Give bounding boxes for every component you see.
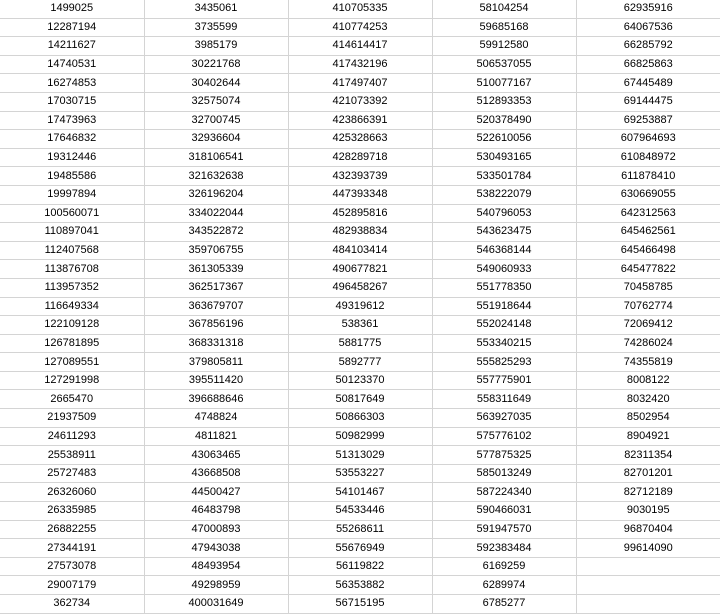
table-row bbox=[0, 464, 720, 483]
table-cell[interactable]: 50123370 bbox=[288, 371, 432, 390]
table-cell[interactable]: 82311354 bbox=[576, 446, 720, 465]
table-cell[interactable]: 361305339 bbox=[144, 260, 288, 279]
table-cell[interactable]: 70458785 bbox=[576, 278, 720, 297]
table-cell[interactable]: 126781895 bbox=[0, 334, 144, 353]
table-cell[interactable]: 452895816 bbox=[288, 204, 432, 223]
table-cell[interactable]: 321632638 bbox=[144, 167, 288, 186]
table-cell[interactable]: 395511420 bbox=[144, 371, 288, 390]
table-row bbox=[0, 0, 720, 18]
table-cell[interactable]: 43668508 bbox=[144, 464, 288, 483]
table-cell[interactable]: 410774253 bbox=[288, 18, 432, 37]
table-cell[interactable]: 19997894 bbox=[0, 185, 144, 204]
table-cell[interactable]: 25538911 bbox=[0, 446, 144, 465]
table-cell[interactable]: 8904921 bbox=[576, 427, 720, 446]
table-row bbox=[0, 92, 720, 111]
table-row bbox=[0, 55, 720, 74]
table-cell[interactable]: 122109128 bbox=[0, 316, 144, 335]
table-cell[interactable]: 69253887 bbox=[576, 111, 720, 130]
table-cell[interactable]: 99614090 bbox=[576, 539, 720, 558]
table-cell[interactable]: 74355819 bbox=[576, 353, 720, 372]
table-cell[interactable]: 110897041 bbox=[0, 223, 144, 242]
table-cell[interactable]: 362517367 bbox=[144, 278, 288, 297]
table-cell[interactable]: 47000893 bbox=[144, 520, 288, 539]
table-cell[interactable]: 17646832 bbox=[0, 130, 144, 149]
table-cell[interactable] bbox=[576, 576, 720, 595]
table-cell[interactable]: 47943038 bbox=[144, 539, 288, 558]
table-cell[interactable]: 67445489 bbox=[576, 74, 720, 93]
table-cell[interactable]: 334022044 bbox=[144, 204, 288, 223]
table-cell[interactable]: 546368144 bbox=[432, 241, 576, 260]
table-row bbox=[0, 18, 720, 37]
table-row bbox=[0, 130, 720, 149]
table-cell[interactable]: 421073392 bbox=[288, 92, 432, 111]
table-cell[interactable]: 506537055 bbox=[432, 55, 576, 74]
table-cell[interactable]: 551918644 bbox=[432, 297, 576, 316]
table-cell[interactable]: 43063465 bbox=[144, 446, 288, 465]
table-cell[interactable]: 116649334 bbox=[0, 297, 144, 316]
table-cell[interactable]: 50866303 bbox=[288, 409, 432, 428]
table-cell[interactable]: 26335985 bbox=[0, 502, 144, 521]
table-cell[interactable]: 607964693 bbox=[576, 130, 720, 149]
table-cell[interactable]: 575776102 bbox=[432, 427, 576, 446]
table-cell[interactable]: 5881775 bbox=[288, 334, 432, 353]
table-row bbox=[0, 390, 720, 409]
table-cell[interactable]: 8008122 bbox=[576, 371, 720, 390]
table-cell[interactable]: 56119822 bbox=[288, 557, 432, 576]
table-row bbox=[0, 334, 720, 353]
table-cell[interactable]: 69144475 bbox=[576, 92, 720, 111]
table-row bbox=[0, 223, 720, 242]
table-row bbox=[0, 148, 720, 167]
table-cell[interactable]: 557775901 bbox=[432, 371, 576, 390]
table-cell[interactable]: 645466498 bbox=[576, 241, 720, 260]
table-cell[interactable]: 16274853 bbox=[0, 74, 144, 93]
table-cell[interactable]: 6785277 bbox=[432, 595, 576, 614]
table-cell[interactable]: 74286024 bbox=[576, 334, 720, 353]
table-cell[interactable]: 425328663 bbox=[288, 130, 432, 149]
table-cell[interactable]: 379805811 bbox=[144, 353, 288, 372]
table-cell[interactable]: 64067536 bbox=[576, 18, 720, 37]
table-cell[interactable]: 32936604 bbox=[144, 130, 288, 149]
table-cell[interactable]: 428289718 bbox=[288, 148, 432, 167]
table-cell[interactable]: 447393348 bbox=[288, 185, 432, 204]
table-cell[interactable]: 9030195 bbox=[576, 502, 720, 521]
table-cell[interactable]: 1499025 bbox=[0, 0, 144, 18]
table-cell[interactable]: 611878410 bbox=[576, 167, 720, 186]
table-cell[interactable]: 396688646 bbox=[144, 390, 288, 409]
table-cell[interactable]: 577875325 bbox=[432, 446, 576, 465]
table-cell[interactable]: 30402644 bbox=[144, 74, 288, 93]
table-cell[interactable]: 54533446 bbox=[288, 502, 432, 521]
table-cell[interactable]: 14211627 bbox=[0, 37, 144, 56]
table-cell[interactable]: 538222079 bbox=[432, 185, 576, 204]
table-row bbox=[0, 241, 720, 260]
table-cell[interactable]: 30221768 bbox=[144, 55, 288, 74]
table-cell[interactable]: 549060933 bbox=[432, 260, 576, 279]
table-cell[interactable]: 318106541 bbox=[144, 148, 288, 167]
table-cell[interactable]: 62935916 bbox=[576, 0, 720, 18]
table-cell[interactable]: 26326060 bbox=[0, 483, 144, 502]
table-cell[interactable]: 343522872 bbox=[144, 223, 288, 242]
table-row bbox=[0, 446, 720, 465]
table-cell[interactable]: 410705335 bbox=[288, 0, 432, 18]
table-cell[interactable]: 543623475 bbox=[432, 223, 576, 242]
table-cell[interactable]: 17473963 bbox=[0, 111, 144, 130]
table-cell[interactable]: 585013249 bbox=[432, 464, 576, 483]
table-cell[interactable]: 3735599 bbox=[144, 18, 288, 37]
table-row bbox=[0, 37, 720, 56]
table-cell[interactable]: 591947570 bbox=[432, 520, 576, 539]
table-cell[interactable]: 96870404 bbox=[576, 520, 720, 539]
table-cell[interactable]: 558311649 bbox=[432, 390, 576, 409]
table-row bbox=[0, 427, 720, 446]
table-cell[interactable]: 551778350 bbox=[432, 278, 576, 297]
table-row bbox=[0, 167, 720, 186]
table-cell[interactable]: 8032420 bbox=[576, 390, 720, 409]
table-cell[interactable]: 17030715 bbox=[0, 92, 144, 111]
table-cell[interactable]: 8502954 bbox=[576, 409, 720, 428]
table-cell[interactable]: 55268611 bbox=[288, 520, 432, 539]
table-cell[interactable]: 21937509 bbox=[0, 409, 144, 428]
table-cell[interactable]: 4748824 bbox=[144, 409, 288, 428]
table-cell[interactable]: 363679707 bbox=[144, 297, 288, 316]
table-cell[interactable]: 49298959 bbox=[144, 576, 288, 595]
table-cell[interactable]: 555825293 bbox=[432, 353, 576, 372]
table-cell[interactable]: 82712189 bbox=[576, 483, 720, 502]
table-row bbox=[0, 204, 720, 223]
table-cell[interactable]: 482938834 bbox=[288, 223, 432, 242]
table-cell[interactable]: 538361 bbox=[288, 316, 432, 335]
table-cell[interactable]: 50982999 bbox=[288, 427, 432, 446]
table-cell[interactable]: 512893353 bbox=[432, 92, 576, 111]
table-row bbox=[0, 557, 720, 576]
table-cell[interactable]: 362734 bbox=[0, 595, 144, 614]
table-row bbox=[0, 502, 720, 521]
table-cell[interactable]: 29007179 bbox=[0, 576, 144, 595]
table-cell[interactable]: 326196204 bbox=[144, 185, 288, 204]
table-cell[interactable]: 5892777 bbox=[288, 353, 432, 372]
table-row bbox=[0, 74, 720, 93]
table-row bbox=[0, 595, 720, 614]
table-cell[interactable]: 59912580 bbox=[432, 37, 576, 56]
table-cell[interactable]: 368331318 bbox=[144, 334, 288, 353]
table-cell[interactable]: 484103414 bbox=[288, 241, 432, 260]
table-cell[interactable]: 49319612 bbox=[288, 297, 432, 316]
table-cell[interactable]: 72069412 bbox=[576, 316, 720, 335]
table-cell[interactable]: 367856196 bbox=[144, 316, 288, 335]
table-cell[interactable]: 25727483 bbox=[0, 464, 144, 483]
table-cell[interactable]: 630669055 bbox=[576, 185, 720, 204]
table-cell[interactable]: 6289974 bbox=[432, 576, 576, 595]
table-cell[interactable]: 563927035 bbox=[432, 409, 576, 428]
table-row bbox=[0, 520, 720, 539]
table-row bbox=[0, 185, 720, 204]
table-cell[interactable]: 590466031 bbox=[432, 502, 576, 521]
table-cell[interactable]: 592383484 bbox=[432, 539, 576, 558]
table-cell[interactable]: 127291998 bbox=[0, 371, 144, 390]
table-cell[interactable]: 27344191 bbox=[0, 539, 144, 558]
table-cell[interactable]: 417497407 bbox=[288, 74, 432, 93]
table-cell[interactable]: 112407568 bbox=[0, 241, 144, 260]
table-cell[interactable]: 400031649 bbox=[144, 595, 288, 614]
table-cell[interactable]: 2665470 bbox=[0, 390, 144, 409]
table-row bbox=[0, 576, 720, 595]
table-cell[interactable]: 496458267 bbox=[288, 278, 432, 297]
table-cell[interactable]: 55676949 bbox=[288, 539, 432, 558]
table-cell[interactable]: 359706755 bbox=[144, 241, 288, 260]
table-cell[interactable]: 66285792 bbox=[576, 37, 720, 56]
table-cell[interactable]: 510077167 bbox=[432, 74, 576, 93]
table-cell[interactable]: 645477822 bbox=[576, 260, 720, 279]
table-cell[interactable]: 423866391 bbox=[288, 111, 432, 130]
table-cell[interactable]: 32700745 bbox=[144, 111, 288, 130]
table-row bbox=[0, 297, 720, 316]
table-cell[interactable]: 3985179 bbox=[144, 37, 288, 56]
table-cell[interactable]: 24611293 bbox=[0, 427, 144, 446]
table-cell[interactable]: 552024148 bbox=[432, 316, 576, 335]
table-cell[interactable]: 82701201 bbox=[576, 464, 720, 483]
table-row bbox=[0, 539, 720, 558]
table-cell[interactable]: 113876708 bbox=[0, 260, 144, 279]
table-cell[interactable]: 533501784 bbox=[432, 167, 576, 186]
table-cell[interactable]: 56715195 bbox=[288, 595, 432, 614]
table-cell[interactable]: 27573078 bbox=[0, 557, 144, 576]
table-cell[interactable]: 19312446 bbox=[0, 148, 144, 167]
table-cell[interactable]: 522610056 bbox=[432, 130, 576, 149]
table-cell[interactable]: 32575074 bbox=[144, 92, 288, 111]
table-cell[interactable]: 3435061 bbox=[144, 0, 288, 18]
table-cell[interactable]: 587224340 bbox=[432, 483, 576, 502]
table-cell[interactable] bbox=[576, 557, 720, 576]
table-cell[interactable]: 54101467 bbox=[288, 483, 432, 502]
table-cell[interactable]: 113957352 bbox=[0, 278, 144, 297]
table-cell[interactable]: 417432196 bbox=[288, 55, 432, 74]
table-cell[interactable]: 490677821 bbox=[288, 260, 432, 279]
table-cell[interactable] bbox=[576, 595, 720, 614]
table-cell[interactable]: 414614417 bbox=[288, 37, 432, 56]
table-row bbox=[0, 483, 720, 502]
table-cell[interactable]: 127089551 bbox=[0, 353, 144, 372]
table-cell[interactable]: 100560071 bbox=[0, 204, 144, 223]
table-row bbox=[0, 371, 720, 390]
table-cell[interactable]: 51313029 bbox=[288, 446, 432, 465]
table-cell[interactable]: 610848972 bbox=[576, 148, 720, 167]
table-cell[interactable]: 530493165 bbox=[432, 148, 576, 167]
table-cell[interactable]: 520378490 bbox=[432, 111, 576, 130]
table-cell[interactable]: 56353882 bbox=[288, 576, 432, 595]
table-row bbox=[0, 353, 720, 372]
table-cell[interactable]: 6169259 bbox=[432, 557, 576, 576]
table-cell[interactable]: 14740531 bbox=[0, 55, 144, 74]
table-cell[interactable]: 59685168 bbox=[432, 18, 576, 37]
table-cell[interactable]: 48493954 bbox=[144, 557, 288, 576]
table-cell[interactable]: 58104254 bbox=[432, 0, 576, 18]
table-cell[interactable]: 645462561 bbox=[576, 223, 720, 242]
table-row bbox=[0, 316, 720, 335]
table-cell[interactable]: 70762774 bbox=[576, 297, 720, 316]
table-cell[interactable]: 553340215 bbox=[432, 334, 576, 353]
table-cell[interactable]: 19485586 bbox=[0, 167, 144, 186]
table-cell[interactable]: 540796053 bbox=[432, 204, 576, 223]
table-cell[interactable]: 4811821 bbox=[144, 427, 288, 446]
table-cell[interactable]: 50817649 bbox=[288, 390, 432, 409]
table-cell[interactable]: 642312563 bbox=[576, 204, 720, 223]
table-row bbox=[0, 409, 720, 428]
table-cell[interactable]: 44500427 bbox=[144, 483, 288, 502]
table-cell[interactable]: 66825863 bbox=[576, 55, 720, 74]
table-cell[interactable]: 26882255 bbox=[0, 520, 144, 539]
table-cell[interactable]: 12287194 bbox=[0, 18, 144, 37]
table-cell[interactable]: 432393739 bbox=[288, 167, 432, 186]
table-row bbox=[0, 278, 720, 297]
table-row bbox=[0, 260, 720, 279]
table-cell[interactable]: 46483798 bbox=[144, 502, 288, 521]
table-cell[interactable]: 53553227 bbox=[288, 464, 432, 483]
table-row bbox=[0, 111, 720, 130]
